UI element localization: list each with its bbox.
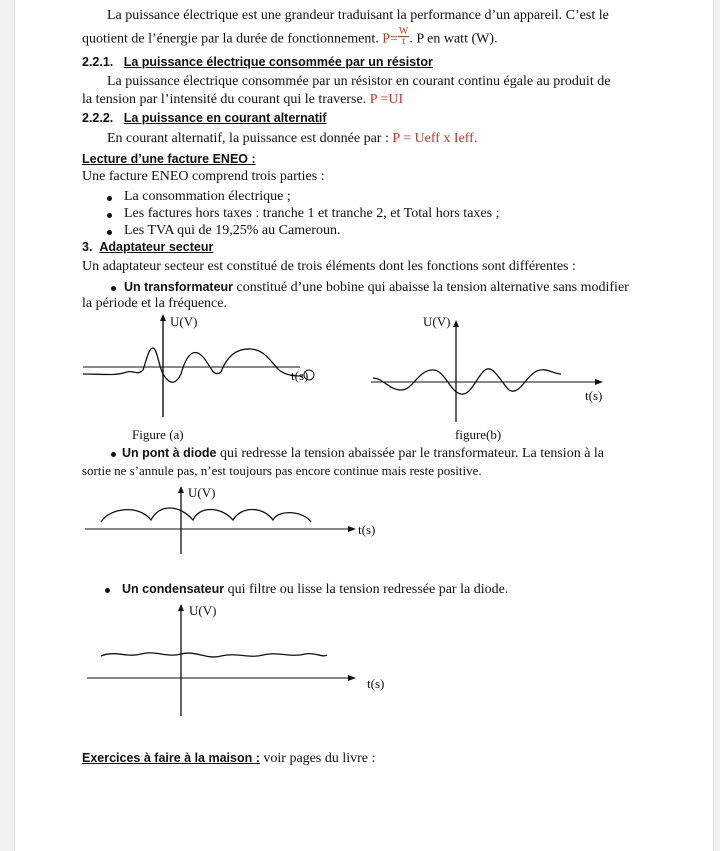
figure-c-y-arrow [178,486,184,493]
figure-d-curve [101,653,327,657]
figure-b-plot [15,312,720,452]
figure-c-plot [15,482,720,562]
bullet-icon [105,588,110,593]
s222-line-1: En courant alternatif, la puissance est donnée par : P = Ueff x Ieff. [107,131,478,146]
figure-c-x-arrow [348,526,356,532]
bullet-icon [111,286,116,291]
capacitor-line: Un condensateur qui filtre ou lisse la tension redressée par la diode. [122,582,509,597]
section-2-2-2-heading: 2.2.2. La puissance en courant alternatif [82,111,327,125]
document-page [14,0,714,851]
bullet-icon [107,196,112,201]
figure-a-y-label: U(V) [170,314,198,329]
eneo-item-2: Les factures hors taxes : tranche 1 et tranche 2, et Total hors taxes ; [124,206,500,221]
transformer-line-1: Un transformateur constitué d’une bobine qui abaisse la tension alternative sans modifier [124,280,629,295]
figure-c-curve [101,508,311,522]
figure-b-y-arrow [453,320,459,327]
figure-c-y-label: U(V) [188,485,216,500]
eneo-intro: Une facture ENEO comprend trois parties : [82,169,325,184]
intro-line-2: quotient de l’énergie par la durée de fonctionnement. P= $\frac{W}{t}$ . P en watt (W). [82,26,498,47]
figure-d-x-arrow [348,675,356,681]
transformer-line-2: la période et la fréquence. [82,296,227,311]
bullet-icon [107,230,112,235]
bullet-icon [111,452,116,457]
diode-bridge-line-2: sortie ne s’annule pas, n’est toujours pas encore continue mais reste positive. [82,463,482,478]
eneo-heading: Lecture d’une facture ENEO : [82,152,256,166]
intro-line-1: La puissance électrique est une grandeur traduisant la performance d’un appareil. C’est le [107,8,609,23]
section-3-heading: 3. Adaptateur secteur [82,240,214,254]
figure-b-x-label: t(s) [585,388,603,403]
s3-intro: Un adaptateur secteur est constitué de trois éléments dont les fonctions sont différentes : [82,259,576,274]
figure-b-caption: figure(b) [455,427,502,442]
section-2-2-1-heading: 2.2.1. La puissance électrique consommée par un résistor [82,55,433,69]
power-formula: P= [382,31,398,47]
figure-d-y-arrow [178,604,184,611]
diode-bridge-line-1: Un pont à diode qui redresse la tension abaissée par le transformateur. La tension à la [122,446,605,461]
figure-b-x-arrow [595,379,603,385]
ac-power-formula: P = Ueff x Ieff. [392,131,478,146]
figure-d-y-label: U(V) [189,603,217,618]
figure-a-caption: Figure (a) [132,427,184,442]
figure-c-x-label: t(s) [358,522,376,537]
eneo-item-3: Les TVA qui de 19,25% au Cameroun. [124,223,341,238]
energy-over-time-fraction: $\frac{W}{t}$ [398,26,409,47]
eneo-item-1: La consommation électrique ; [124,189,291,204]
exercises-label: Exercices à faire à la maison : [82,751,260,765]
figure-d-x-label: t(s) [367,676,385,691]
exercises-line: Exercices à faire à la maison : voir pages du livre : [82,751,376,766]
s221-line-2: la tension par l’intensité du courant qui le traverse. P =UI [82,92,404,107]
s221-line-1: La puissance électrique consommée par un résistor en courant continu égale au produit de [107,74,611,89]
bullet-icon [107,213,112,218]
figure-a-x-label: t(s) [291,368,309,383]
figure-b-y-label: U(V) [423,314,451,329]
resistor-power-formula: P =UI [369,92,404,107]
figure-d-plot [15,598,720,723]
